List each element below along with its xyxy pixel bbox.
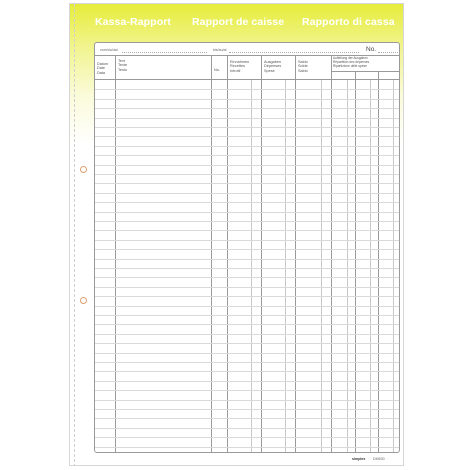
title-german: Kassa-Rapport bbox=[95, 16, 171, 28]
table-row-line bbox=[95, 315, 399, 316]
table-row-line bbox=[95, 193, 399, 194]
to-date-line bbox=[229, 52, 359, 53]
perforation-line bbox=[74, 4, 75, 466]
table-row-line bbox=[95, 118, 399, 119]
table-row-line bbox=[95, 221, 399, 222]
breakdown-subheader-line bbox=[331, 71, 399, 72]
table-row-line bbox=[95, 447, 399, 448]
table-row-line bbox=[95, 155, 399, 156]
table-row-line bbox=[95, 259, 399, 260]
table-row-line bbox=[95, 418, 399, 419]
table-row-line bbox=[95, 353, 399, 354]
table-row-line bbox=[95, 371, 399, 372]
product-code: DM530 bbox=[373, 457, 385, 461]
table-row-line bbox=[95, 400, 399, 401]
table-row-line bbox=[95, 108, 399, 109]
table-row-line bbox=[95, 99, 399, 100]
header-expenses: Ausgaben Dépenses Spese bbox=[264, 60, 282, 73]
table-rows bbox=[95, 80, 399, 452]
table-row-line bbox=[95, 136, 399, 137]
table-row-line bbox=[95, 334, 399, 335]
table-row-line bbox=[95, 296, 399, 297]
table-row-line bbox=[95, 437, 399, 438]
table-row-line bbox=[95, 306, 399, 307]
header-text: Text Texte Testo bbox=[118, 59, 128, 72]
title-italian: Rapporto di cassa bbox=[302, 16, 395, 28]
table-row-line bbox=[95, 287, 399, 288]
header-date: Datum Date Data bbox=[97, 62, 109, 75]
table-row-line bbox=[95, 202, 399, 203]
table-row-line bbox=[95, 343, 399, 344]
table-row-line bbox=[95, 277, 399, 278]
table-row-line bbox=[95, 174, 399, 175]
punch-hole-top bbox=[80, 166, 87, 173]
title-french: Rapport de caisse bbox=[192, 16, 285, 28]
from-date-line bbox=[122, 52, 207, 53]
brand-label: simplex bbox=[352, 457, 366, 461]
table-row-line bbox=[95, 212, 399, 213]
table-row-line bbox=[95, 324, 399, 325]
date-range-row bbox=[95, 43, 399, 56]
table-row-line bbox=[95, 268, 399, 269]
number-label: No. bbox=[366, 46, 377, 53]
table-row-line bbox=[95, 183, 399, 184]
table-row-line bbox=[95, 381, 399, 382]
table-row-line bbox=[95, 127, 399, 128]
number-line bbox=[378, 52, 398, 53]
table-row-line bbox=[95, 409, 399, 410]
header-balance: Saldo Solde Saldo bbox=[298, 60, 308, 73]
table-row-line bbox=[95, 165, 399, 166]
header-expense-breakdown: Aufteilung der Ausgaben Répartition des dépenses Ripartizione delle spese bbox=[333, 56, 370, 68]
table-row-line bbox=[95, 390, 399, 391]
table-row-line bbox=[95, 89, 399, 90]
from-date-label: vom/du/dal bbox=[100, 48, 118, 52]
column-header-row bbox=[95, 56, 399, 80]
table-row-line bbox=[95, 240, 399, 241]
cash-report-sheet bbox=[69, 3, 404, 466]
table-row-line bbox=[95, 146, 399, 147]
table-row-line bbox=[95, 362, 399, 363]
to-date-label: bis/au/al bbox=[213, 48, 227, 52]
punch-hole-bottom bbox=[80, 297, 87, 304]
header-number: No. bbox=[214, 68, 220, 72]
header-income: Einnahmen Recettes Introiti bbox=[230, 60, 250, 73]
table-row-line bbox=[95, 249, 399, 250]
table-row-line bbox=[95, 230, 399, 231]
form-table bbox=[94, 42, 400, 453]
table-row-line bbox=[95, 428, 399, 429]
